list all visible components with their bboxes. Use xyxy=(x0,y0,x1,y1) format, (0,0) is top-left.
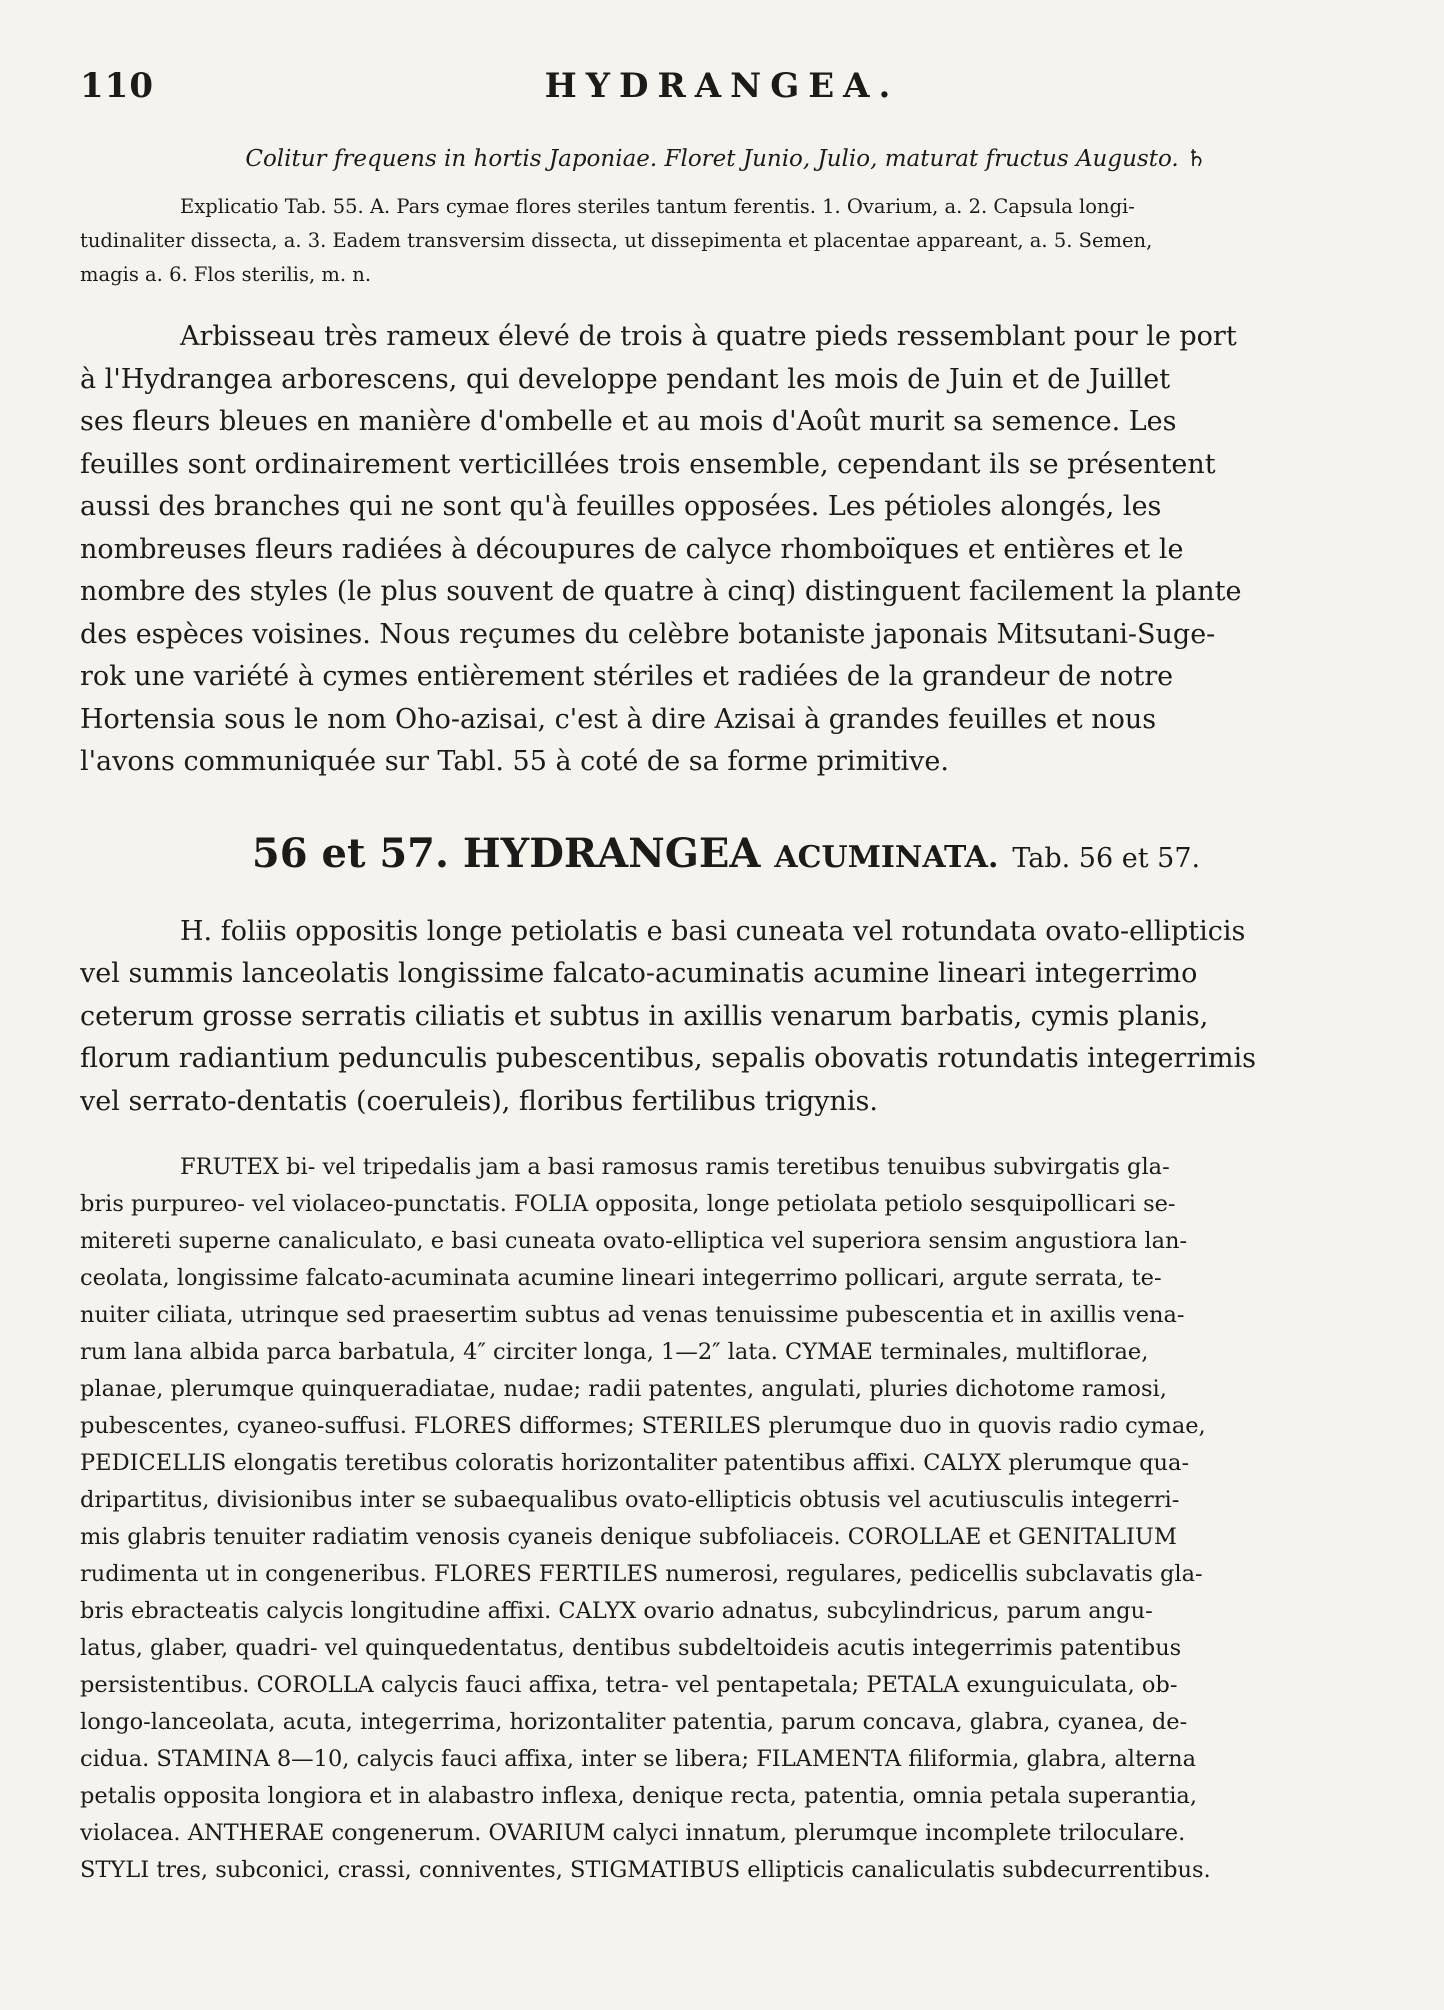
french-line: l'avons communiquée sur Tabl. 55 à coté de sa forme primitive. xyxy=(80,746,949,777)
description-line: planae, plerumque quinqueradiatae, nudae; radii patentes, angulati, pluries dichotome ramosi, xyxy=(80,1376,1167,1402)
description-line: latus, glaber, quadri- vel quinquedentatus, dentibus subdeltoideis acutis integerrimis patentibus xyxy=(80,1635,1182,1661)
latin-description xyxy=(80,1149,1372,1889)
explication-line: Explicatio Tab. 55. A. Pars cymae flores steriles tantum ferentis. 1. Ovarium, a. 2. Capsula longi- xyxy=(180,195,1135,218)
french-line: ses fleurs bleues en manière d'ombelle et au mois d'Août murit sa semence. Les xyxy=(80,406,1177,437)
description-line: nuiter ciliata, utrinque sed praesertim subtus ad venas tenuissime pubescentia et in axillis vena- xyxy=(80,1302,1185,1328)
description-line: cidua. STAMINA 8—10, calycis fauci affixa, inter se libera; FILAMENTA filiformia, glabra, alterna xyxy=(80,1746,1197,1772)
french-line: nombreuses fleurs radiées à découpures de calyce rhomboïques et entières et le xyxy=(80,533,1184,565)
cultivation-note: Colitur frequens in hortis Japoniae. Floret Junio, Julio, maturat fructus Augusto. ♄ xyxy=(245,146,1207,172)
plate-explication xyxy=(80,190,1372,292)
description-line: persistentibus. COROLLA calycis fauci affixa, tetra- vel pentapetala; PETALA exunguiculata, ob- xyxy=(80,1672,1178,1698)
french-line: aussi des branches qui ne sont qu'à feuilles opposées. Les pétioles alongés, les xyxy=(80,491,1162,522)
description-line: rudimenta ut in congeneribus. FLORES FERTILES numerosi, regulares, pedicellis subclavatis gla- xyxy=(80,1561,1203,1587)
french-line: Arbisseau très rameux élevé de trois à quatre pieds ressemblant pour le port xyxy=(180,321,1237,352)
description-line: mis glabris tenuiter radiatim venosis cyaneis denique subfoliaceis. COROLLAE et GENITALIUM xyxy=(80,1524,1177,1550)
french-line: à l'Hydrangea arborescens, qui developpe pendant les mois de Juin et de Juillet xyxy=(80,363,1171,395)
description-line: dripartitus, divisionibus inter se subaequalibus ovato-ellipticis obtusis vel acutiusculis integerri- xyxy=(80,1487,1180,1513)
page-content xyxy=(80,146,1372,1889)
french-line: feuilles sont ordinairement verticillées trois ensemble, cependant ils se présentent xyxy=(80,448,1216,480)
french-line: des espèces voisines. Nous reçumes du celèbre botaniste japonais Mitsutani-Suge- xyxy=(80,618,1216,650)
description-line: pubescentes, cyaneo-suffusi. FLORES difformes; STERILES plerumque duo in quovis radio cymae, xyxy=(80,1413,1206,1439)
running-title: HYDRANGEA. xyxy=(544,66,900,106)
description-line: bris purpureo- vel violaceo-punctatis. FOLIA opposita, longe petiolata petiolo sesquipollicari se- xyxy=(80,1191,1176,1217)
description-line: STYLI tres, subconici, crassi, conniventes, STIGMATIBUS ellipticis canaliculatis subdecurrentibus. xyxy=(80,1857,1211,1883)
diagnosis-line: vel summis lanceolatis longissime falcato-acuminatis acumine lineari integerrimo xyxy=(80,958,1198,989)
latin-diagnosis xyxy=(80,911,1372,1124)
genus-name: HYDRANGEA xyxy=(462,829,761,877)
description-line: bris ebracteatis calycis longitudine affixi. CALYX ovario adnatus, subcylindricus, parum angu- xyxy=(80,1598,1153,1624)
explication-line: tudinaliter dissecta, a. 3. Eadem transversim dissecta, ut dissepimenta et placentae appareant, a. 5. Semen, xyxy=(80,229,1153,252)
page-number: 110 xyxy=(80,66,154,106)
description-line: longo-lanceolata, acuta, integerrima, horizontaliter patentia, parum concava, glabra, cyanea, de- xyxy=(80,1709,1188,1735)
description-line: mitereti superne canaliculato, e basi cuneata ovato-elliptica vel superiora sensim angustiora lan- xyxy=(80,1228,1188,1254)
diagnosis-line: H. foliis oppositis longe petiolatis e basi cuneata vel rotundata ovato-ellipticis xyxy=(180,915,1246,947)
explication-line: magis a. 6. Flos sterilis, m. n. xyxy=(80,263,372,286)
description-line: PEDICELLIS elongatis teretibus coloratis horizontaliter patentibus affixi. CALYX plerumque qua- xyxy=(80,1450,1190,1476)
page-header xyxy=(80,66,1364,116)
diagnosis-line: florum radiantium pedunculis pubescentibus, sepalis obovatis rotundatis integerrimis xyxy=(80,1043,1256,1074)
description-line: FRUTEX bi- vel tripedalis jam a basi ramosus ramis teretibus tenuibus subvirgatis gla- xyxy=(180,1154,1170,1180)
description-line: rum lana albida parca barbatula, 4″ circiter longa, 1—2″ lata. CYMAE terminales, multiflorae, xyxy=(80,1339,1149,1365)
plate-reference: Tab. 56 et 57. xyxy=(1012,842,1201,874)
french-line: rok une variété à cymes entièrement stériles et radiées de la grandeur de notre xyxy=(80,661,1174,692)
description-line: ceolata, longissime falcato-acuminata acumine lineari integerrimo pollicari, argute serrata, te- xyxy=(80,1265,1162,1291)
species-numbers: 56 et 57. xyxy=(251,829,449,877)
description-line: petalis opposita longiora et in alabastro inflexa, denique recta, patentia, omnia petala superantia, xyxy=(80,1783,1197,1809)
species-heading xyxy=(80,830,1372,877)
diagnosis-line: ceterum grosse serratis ciliatis et subtus in axillis venarum barbatis, cymis planis, xyxy=(80,1000,1209,1032)
french-line: Hortensia sous le nom Oho-azisai, c'est à dire Azisai à grandes feuilles et nous xyxy=(80,703,1157,735)
diagnosis-line: vel serrato-dentatis (coeruleis), floribus fertilibus trigynis. xyxy=(80,1085,878,1117)
species-epithet: ACUMINATA. xyxy=(774,839,999,875)
description-line: violacea. ANTHERAE congenerum. OVARIUM calyci innatum, plerumque incomplete triloculare. xyxy=(80,1820,1186,1846)
french-line: nombre des styles (le plus souvent de quatre à cinq) distinguent facilement la plante xyxy=(80,576,1242,607)
french-description xyxy=(80,316,1372,784)
